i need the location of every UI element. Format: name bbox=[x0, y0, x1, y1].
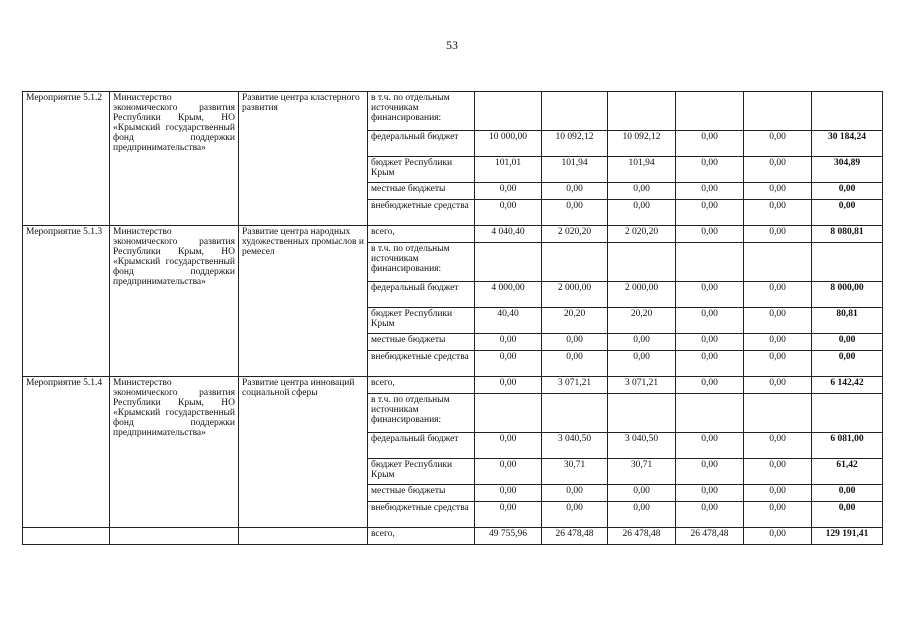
value-cell: 0,00 bbox=[676, 282, 744, 308]
value-cell: 2 000,00 bbox=[542, 282, 608, 308]
total-value-cell: 6 142,42 bbox=[812, 377, 883, 394]
total-value-cell: 0,00 bbox=[812, 183, 883, 200]
total-value-cell: 61,42 bbox=[812, 459, 883, 485]
value-cell: 0,00 bbox=[475, 433, 542, 459]
measure-name: Мероприятие 5.1.2 bbox=[23, 92, 110, 226]
value-cell bbox=[475, 394, 542, 433]
value-cell: 0,00 bbox=[676, 485, 744, 502]
value-cell bbox=[608, 394, 676, 433]
value-cell: 0,00 bbox=[676, 433, 744, 459]
measure-name: Мероприятие 5.1.3 bbox=[23, 226, 110, 377]
value-cell: 0,00 bbox=[676, 131, 744, 157]
value-cell: 0,00 bbox=[676, 200, 744, 226]
value-cell: 0,00 bbox=[676, 351, 744, 377]
measure-executor: Министерство экономического развития Республики Крым, НО «Крымский государственный фонд поддержки предпринимательства» bbox=[110, 377, 239, 528]
value-cell: 26 478,48 bbox=[608, 528, 676, 545]
value-cell: 0,00 bbox=[676, 459, 744, 485]
funding-source: местные бюджеты bbox=[368, 334, 475, 351]
empty-cell bbox=[23, 528, 110, 545]
empty-cell bbox=[239, 528, 368, 545]
value-cell: 0,00 bbox=[475, 351, 542, 377]
value-cell bbox=[676, 92, 744, 131]
value-cell: 0,00 bbox=[744, 157, 812, 183]
value-cell: 101,01 bbox=[475, 157, 542, 183]
value-cell: 0,00 bbox=[744, 334, 812, 351]
value-cell: 0,00 bbox=[608, 502, 676, 528]
value-cell: 0,00 bbox=[744, 502, 812, 528]
value-cell: 0,00 bbox=[676, 334, 744, 351]
value-cell bbox=[475, 92, 542, 131]
value-cell: 0,00 bbox=[676, 308, 744, 334]
total-value-cell: 0,00 bbox=[812, 502, 883, 528]
value-cell: 0,00 bbox=[744, 282, 812, 308]
measure-name: Мероприятие 5.1.4 bbox=[23, 377, 110, 528]
value-cell: 0,00 bbox=[744, 308, 812, 334]
value-cell: 0,00 bbox=[542, 502, 608, 528]
table-body bbox=[23, 92, 883, 545]
value-cell bbox=[542, 243, 608, 282]
value-cell: 0,00 bbox=[475, 485, 542, 502]
value-cell: 0,00 bbox=[475, 502, 542, 528]
table-row bbox=[23, 377, 883, 394]
funding-source: местные бюджеты bbox=[368, 183, 475, 200]
total-value-cell: 0,00 bbox=[812, 485, 883, 502]
value-cell: 0,00 bbox=[744, 528, 812, 545]
value-cell: 0,00 bbox=[608, 485, 676, 502]
measure-executor: Министерство экономического развития Республики Крым, НО «Крымский государственный фонд поддержки предпринимательства» bbox=[110, 226, 239, 377]
value-cell: 0,00 bbox=[744, 433, 812, 459]
total-value-cell: 304,89 bbox=[812, 157, 883, 183]
total-value-cell: 80,81 bbox=[812, 308, 883, 334]
value-cell: 101,94 bbox=[608, 157, 676, 183]
funding-source: в т.ч. по отдельным источникам финансирования: bbox=[368, 92, 475, 131]
value-cell: 30,71 bbox=[542, 459, 608, 485]
value-cell bbox=[608, 243, 676, 282]
funding-source: бюджет Республики Крым bbox=[368, 308, 475, 334]
total-value-cell: 8 080,81 bbox=[812, 226, 883, 243]
funding-source: внебюджетные средства bbox=[368, 200, 475, 226]
value-cell: 49 755,96 bbox=[475, 528, 542, 545]
value-cell: 0,00 bbox=[542, 183, 608, 200]
value-cell: 10 092,12 bbox=[608, 131, 676, 157]
value-cell: 0,00 bbox=[744, 377, 812, 394]
table-row bbox=[23, 92, 883, 131]
funding-table bbox=[22, 91, 883, 545]
total-value-cell bbox=[812, 92, 883, 131]
value-cell: 0,00 bbox=[475, 377, 542, 394]
value-cell: 0,00 bbox=[744, 459, 812, 485]
value-cell: 20,20 bbox=[542, 308, 608, 334]
value-cell: 0,00 bbox=[542, 200, 608, 226]
value-cell: 0,00 bbox=[744, 131, 812, 157]
value-cell bbox=[676, 394, 744, 433]
value-cell: 2 020,20 bbox=[608, 226, 676, 243]
value-cell: 0,00 bbox=[676, 157, 744, 183]
total-value-cell: 0,00 bbox=[812, 351, 883, 377]
value-cell: 0,00 bbox=[676, 183, 744, 200]
value-cell: 0,00 bbox=[475, 459, 542, 485]
value-cell: 3 040,50 bbox=[542, 433, 608, 459]
grand-total-row bbox=[23, 528, 883, 545]
value-cell: 0,00 bbox=[676, 377, 744, 394]
funding-source: внебюджетные средства bbox=[368, 351, 475, 377]
value-cell: 26 478,48 bbox=[542, 528, 608, 545]
measure-executor: Министерство экономического развития Республики Крым, НО «Крымский государственный фонд поддержки предпринимательства» bbox=[110, 92, 239, 226]
total-value-cell: 0,00 bbox=[812, 334, 883, 351]
value-cell bbox=[542, 394, 608, 433]
funding-source: всего, bbox=[368, 528, 475, 545]
value-cell: 0,00 bbox=[676, 502, 744, 528]
value-cell bbox=[744, 394, 812, 433]
value-cell: 0,00 bbox=[608, 183, 676, 200]
total-value-cell: 6 081,00 bbox=[812, 433, 883, 459]
value-cell: 4 040,40 bbox=[475, 226, 542, 243]
value-cell: 0,00 bbox=[608, 334, 676, 351]
funding-source: местные бюджеты bbox=[368, 485, 475, 502]
measure-description: Развитие центра кластерного развития bbox=[239, 92, 368, 226]
total-value-cell: 0,00 bbox=[812, 200, 883, 226]
value-cell bbox=[744, 243, 812, 282]
funding-source: бюджет Республики Крым bbox=[368, 459, 475, 485]
page-number: 53 bbox=[446, 38, 458, 52]
value-cell: 0,00 bbox=[475, 334, 542, 351]
value-cell bbox=[608, 92, 676, 131]
value-cell: 10 092,12 bbox=[542, 131, 608, 157]
table-row bbox=[23, 226, 883, 243]
value-cell: 2 000,00 bbox=[608, 282, 676, 308]
value-cell bbox=[475, 243, 542, 282]
value-cell: 10 000,00 bbox=[475, 131, 542, 157]
funding-source: всего, bbox=[368, 377, 475, 394]
total-value-cell bbox=[812, 394, 883, 433]
value-cell: 30,71 bbox=[608, 459, 676, 485]
value-cell: 0,00 bbox=[608, 351, 676, 377]
value-cell: 101,94 bbox=[542, 157, 608, 183]
funding-source: бюджет Республики Крым bbox=[368, 157, 475, 183]
value-cell: 0,00 bbox=[475, 200, 542, 226]
value-cell: 4 000,00 bbox=[475, 282, 542, 308]
value-cell: 0,00 bbox=[475, 183, 542, 200]
measure-description: Развитие центра инноваций социальной сферы bbox=[239, 377, 368, 528]
funding-source: в т.ч. по отдельным источникам финансирования: bbox=[368, 394, 475, 433]
value-cell: 3 071,21 bbox=[608, 377, 676, 394]
value-cell: 2 020,20 bbox=[542, 226, 608, 243]
funding-source: в т.ч. по отдельным источникам финансирования: bbox=[368, 243, 475, 282]
funding-source: внебюджетные средства bbox=[368, 502, 475, 528]
measure-description: Развитие центра народных художественных промыслов и ремесел bbox=[239, 226, 368, 377]
grand-total-value: 129 191,41 bbox=[812, 528, 883, 545]
funding-source: федеральный бюджет bbox=[368, 433, 475, 459]
value-cell: 0,00 bbox=[744, 200, 812, 226]
value-cell: 0,00 bbox=[676, 226, 744, 243]
empty-cell bbox=[110, 528, 239, 545]
value-cell bbox=[744, 92, 812, 131]
value-cell: 0,00 bbox=[744, 226, 812, 243]
value-cell: 40,40 bbox=[475, 308, 542, 334]
value-cell: 0,00 bbox=[744, 183, 812, 200]
total-value-cell: 8 000,00 bbox=[812, 282, 883, 308]
funding-source: всего, bbox=[368, 226, 475, 243]
value-cell: 0,00 bbox=[542, 485, 608, 502]
value-cell: 0,00 bbox=[744, 351, 812, 377]
value-cell: 26 478,48 bbox=[676, 528, 744, 545]
funding-source: федеральный бюджет bbox=[368, 131, 475, 157]
value-cell: 20,20 bbox=[608, 308, 676, 334]
value-cell bbox=[676, 243, 744, 282]
funding-source: федеральный бюджет bbox=[368, 282, 475, 308]
value-cell: 3 071,21 bbox=[542, 377, 608, 394]
total-value-cell: 30 184,24 bbox=[812, 131, 883, 157]
value-cell: 0,00 bbox=[542, 351, 608, 377]
value-cell: 0,00 bbox=[542, 334, 608, 351]
value-cell: 0,00 bbox=[744, 485, 812, 502]
total-value-cell bbox=[812, 243, 883, 282]
value-cell bbox=[542, 92, 608, 131]
value-cell: 3 040,50 bbox=[608, 433, 676, 459]
value-cell: 0,00 bbox=[608, 200, 676, 226]
